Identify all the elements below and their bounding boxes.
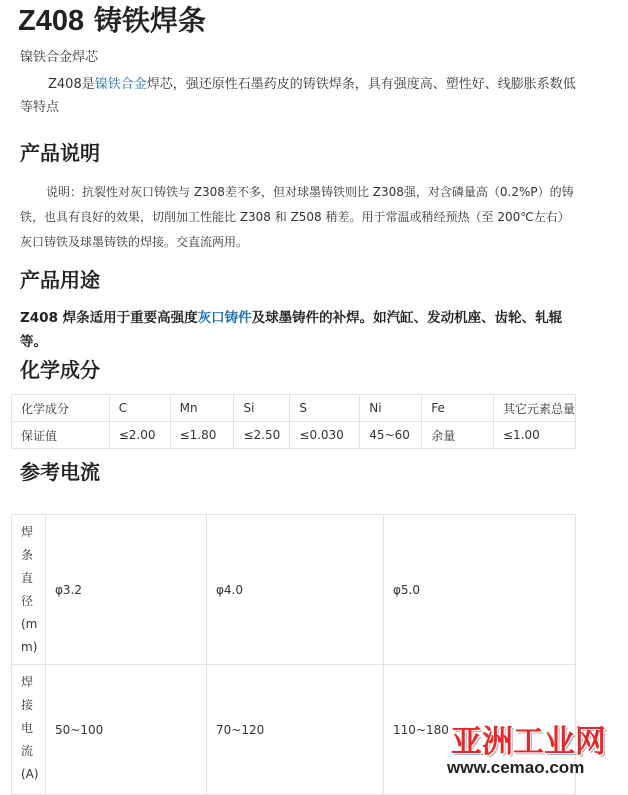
table-cell: 45~60 xyxy=(360,422,422,449)
table-cell: ≤2.50 xyxy=(234,422,290,449)
site-watermark xyxy=(445,716,625,780)
table-cell: ≤2.00 xyxy=(109,422,170,449)
product-code: Z408 xyxy=(18,5,85,37)
row-label-welding-current xyxy=(12,665,46,795)
table-cell: φ5.0 xyxy=(384,515,576,665)
product-subtitle: 镍铁合金焊芯 xyxy=(20,50,99,65)
table-cell: 其它元素总量 xyxy=(493,395,575,422)
nickel-iron-alloy-link[interactable]: 镍铁合金 xyxy=(94,77,147,92)
table-cell: C xyxy=(109,395,170,422)
usage-paragraph xyxy=(20,306,582,354)
product-name: 铸铁焊条 xyxy=(93,4,206,37)
table-cell: S xyxy=(290,395,360,422)
heading-product-usage: 产品用途 xyxy=(20,268,100,292)
table-cell: Ni xyxy=(360,395,422,422)
heading-chemical-composition: 化学成分 xyxy=(20,358,100,382)
table-cell: φ3.2 xyxy=(46,515,207,665)
intro-paragraph xyxy=(20,73,578,119)
description-text: 说明：抗裂性对灰口铸铁与 Z308差不多，但对球墨铸铁则比 Z308强，对含磷量高（0.2%P）的铸铁，也具有良好的效果，切削加工性能比 Z308 和 Z508 稍差。用于常温或稍经预热（至 200℃左右）灰口铸铁及球墨铸铁的焊接。交直流两用。 xyxy=(20,185,574,249)
row-label-text: 焊条直径(mm) xyxy=(21,525,38,654)
table-cell: Mn xyxy=(170,395,234,422)
table-cell: ≤1.00 xyxy=(493,422,575,449)
watermark-url: www.cemao.com xyxy=(447,758,585,777)
page-title xyxy=(18,2,206,40)
table-cell: φ4.0 xyxy=(207,515,384,665)
table-cell: ≤1.80 xyxy=(170,422,234,449)
description-paragraph xyxy=(20,180,580,255)
table-cell: 化学成分 xyxy=(12,395,110,422)
table-header-row xyxy=(12,395,576,422)
table-row xyxy=(12,422,576,449)
gray-iron-castings-link[interactable]: 灰口铸件 xyxy=(197,310,252,326)
table-cell: Si xyxy=(234,395,290,422)
row-label-text: 焊接电流(A) xyxy=(21,675,39,781)
table-cell: ≤0.030 xyxy=(290,422,360,449)
table-cell: 70~120 xyxy=(207,665,384,795)
intro-text-start: Z408是 xyxy=(48,77,95,92)
chemical-composition-table xyxy=(11,394,576,449)
table-cell: 50~100 xyxy=(46,665,207,795)
heading-product-description: 产品说明 xyxy=(20,141,100,165)
intro-text-end: 焊芯，强还原性石墨药皮的铸铁焊条，具有强度高、塑性好、线膨胀系数低等特点 xyxy=(20,77,576,115)
watermark-logo-text: 亚洲工业网 xyxy=(451,724,606,760)
usage-text-start: Z408 焊条适用于重要高强度 xyxy=(20,310,198,326)
table-cell: 余量 xyxy=(422,422,494,449)
usage-text-end: 及球墨铸件的补焊。如汽缸、发动机座、齿轮、轧辊等。 xyxy=(20,310,563,350)
table-cell: Fe xyxy=(422,395,494,422)
table-cell: 110~180 xyxy=(384,665,576,795)
table-cell: 保证值 xyxy=(12,422,110,449)
heading-reference-current: 参考电流 xyxy=(20,460,100,484)
row-label-electrode-diameter xyxy=(12,515,46,665)
table-row xyxy=(12,515,576,665)
